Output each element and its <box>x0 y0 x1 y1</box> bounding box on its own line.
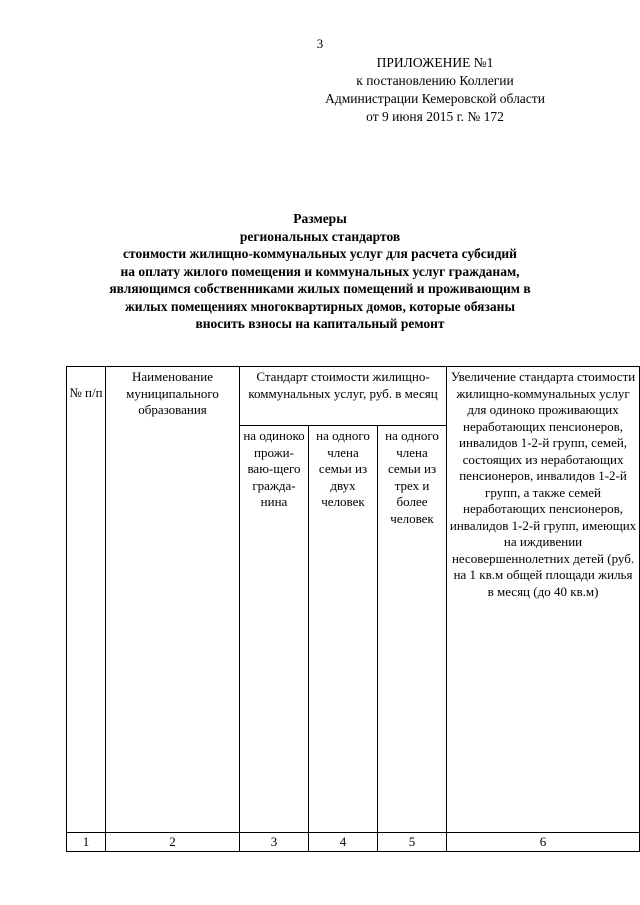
header-number: № п/п <box>67 367 106 833</box>
title-line: региональных стандартов <box>239 228 401 244</box>
header-increase: Увеличение стандарта стоимости жилищно-коммунальных услуг для одиноко проживающих неработающих пенсионеров, инвалидов 1-2-й групп, семей, состоящих из неработающих пенсионеров, инвалидов 1-2-й групп, а также семей неработающих пенсионеров, инвалидов 1-2-й групп, имеющих на иждивении несовершеннолетних детей (руб. на 1 кв.м общей площади жилья в месяц (до 40 кв.м) <box>447 367 640 833</box>
column-number: 1 <box>67 833 106 852</box>
title-line: вносить взносы на капитальный ремонт <box>195 316 445 331</box>
column-number: 2 <box>106 833 240 852</box>
title-line: на оплату жилого помещения и коммунальных услуг гражданам, <box>120 263 520 279</box>
header-municipality: Наименование муниципального образования <box>106 367 240 833</box>
document-title <box>70 210 570 333</box>
title-line: стоимости жилищно-коммунальных услуг для расчета субсидий <box>123 246 517 261</box>
subheader-single: на одиноко прожи-ваю-щего гражда-нина <box>240 426 309 833</box>
title-line: являющимся собственниками жилых помещений и проживающим в <box>109 281 531 296</box>
appendix-title: ПРИЛОЖЕНИЕ №1 <box>376 55 494 70</box>
column-number: 6 <box>447 833 640 852</box>
column-number: 3 <box>240 833 309 852</box>
subheader-three-plus: на одного члена семьи из трех и более человек <box>378 426 447 833</box>
title-line: жилых помещениях многоквартирных домов, которые обязаны <box>125 298 515 314</box>
column-number: 5 <box>378 833 447 852</box>
standards-table <box>66 366 640 852</box>
appendix-date: от 9 июня 2015 г. № 172 <box>366 109 504 124</box>
subheader-two-person: на одного члена семьи из двух человек <box>309 426 378 833</box>
appendix-resolution: к постановлению Коллегии <box>356 73 514 88</box>
appendix-header <box>285 54 585 126</box>
page-number: 3 <box>316 36 324 51</box>
title-line: Размеры <box>293 211 347 226</box>
appendix-administration: Администрации Кемеровской области <box>325 91 545 106</box>
column-number: 4 <box>309 833 378 852</box>
column-number-row <box>67 833 640 852</box>
table-header-row <box>67 367 640 426</box>
header-standard: Стандарт стоимости жилищно-коммунальных услуг, руб. в месяц <box>240 367 447 426</box>
